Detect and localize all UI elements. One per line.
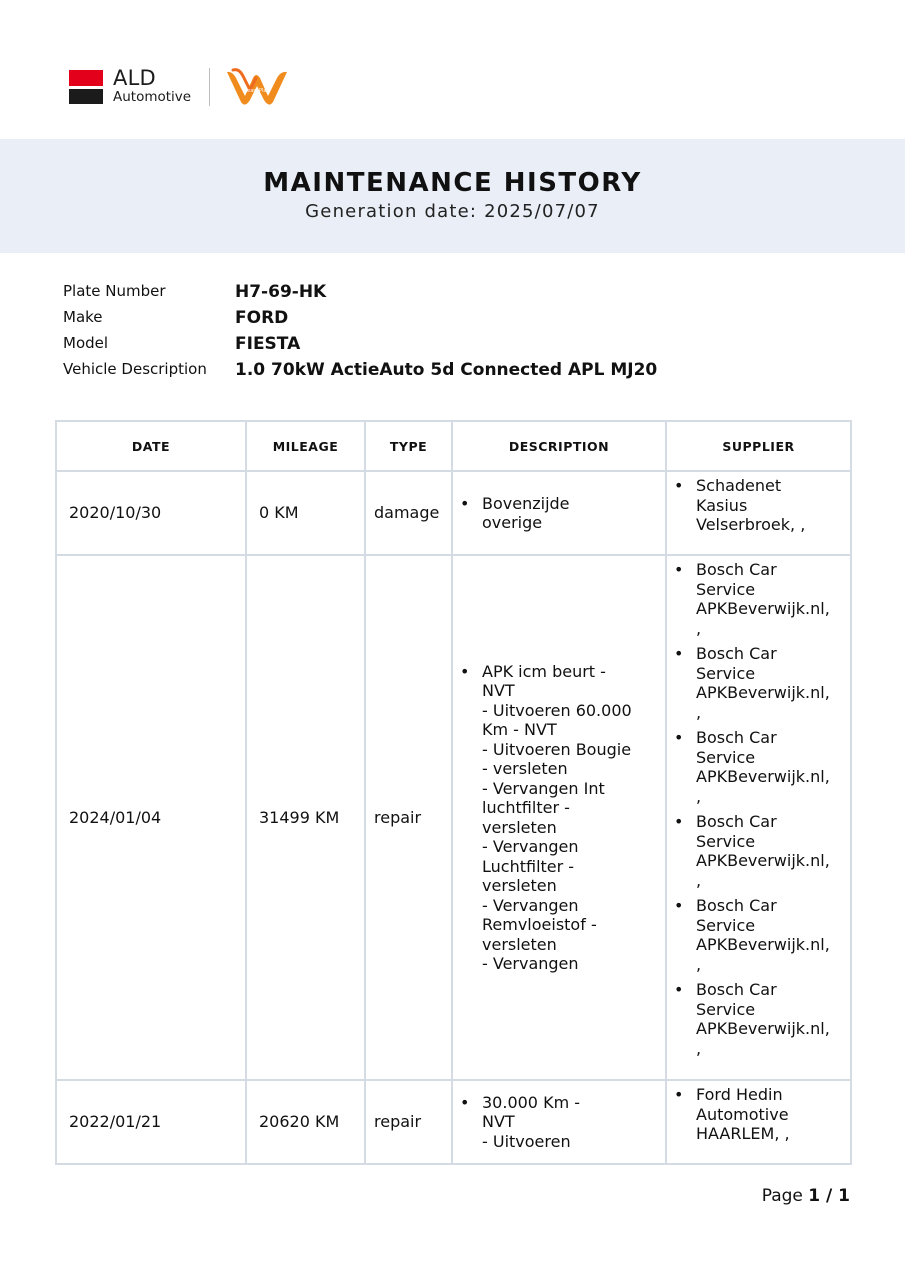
description-text: Bovenzijde overige [482,493,570,532]
vehicle-description-label: Vehicle Description [63,360,207,378]
table-row [56,1080,851,1164]
date-cell: 2020/10/30 [56,471,246,555]
page-title: MAINTENANCE HISTORY [263,168,642,198]
column-header-date: DATE [56,421,246,471]
ald-logo-mark [69,70,103,104]
supplier-cell: • Bosch Car Service APKBeverwijk.nl, , • Bosch Car Service APKBeverwijk.nl, , • Bosch Car Service APKBeverwijk.nl, , • Bosch Car Service APKBeverwijk.nl, , • Bosch Car Service APKBeverwijk.nl, , • Bosch Car Service APKBeverwijk.nl, , [666,555,851,1080]
leaseplan-logo [223,66,291,108]
leaseplan-logo-text: LeasePlan [244,88,270,94]
make-label: Make [63,308,103,326]
column-header-supplier: SUPPLIER [666,421,851,471]
supplier-text: Bosch Car Service APKBeverwijk.nl, , [696,560,830,638]
supplier-cell: • Schadenet Kasius Velserbroek, , [666,471,851,555]
plate-number-label: Plate Number [63,282,166,300]
logo-divider [209,68,210,106]
vehicle-description-value: 1.0 70kW ActieAuto 5d Connected APL MJ20 [235,360,658,380]
description-cell: • 30.000 Km - NVT - Uitvoeren [452,1080,666,1164]
description-cell: • APK icm beurt - NVT - Uitvoeren 60.000 Km - NVT - Uitvoeren Bougie - versleten - Vervangen Int luchtfilter - versleten - Vervangen Luchtfilter - versleten - Vervangen Remvloeistof - versleten - Vervangen [452,555,666,1080]
ald-logo-line1: ALD [113,66,156,90]
model-value: FIESTA [235,334,301,354]
date-cell: 2022/01/21 [56,1080,246,1164]
table-header-row [56,421,851,471]
supplier-text: Ford Hedin Automotive HAARLEM, , [696,1085,790,1143]
supplier-text: Bosch Car Service APKBeverwijk.nl, , [696,812,830,890]
supplier-text: Schadenet Kasius Velserbroek, , [696,476,806,534]
column-header-description: DESCRIPTION [452,421,666,471]
page-prefix: Page [761,1186,809,1206]
generation-date: Generation date: 2025/07/07 [305,201,600,222]
supplier-text: Bosch Car Service APKBeverwijk.nl, , [696,980,830,1058]
brand-logos [69,68,329,108]
description-text: 30.000 Km - NVT - Uitvoeren [482,1092,581,1151]
mileage-cell: 20620 KM [246,1080,365,1164]
page-separator: / [820,1186,839,1206]
total-pages: 1 [838,1186,850,1206]
date-cell: 2024/01/04 [56,555,246,1080]
mileage-cell: 0 KM [246,471,365,555]
supplier-text: Bosch Car Service APKBeverwijk.nl, , [696,896,830,974]
make-value: FORD [235,308,289,328]
ald-logo-line2: Automotive [113,89,192,105]
column-header-type: TYPE [365,421,452,471]
current-page: 1 [808,1186,821,1206]
plate-number-value: H7-69-HK [235,282,327,302]
maintenance-table [55,420,852,1165]
supplier-text: Bosch Car Service APKBeverwijk.nl, , [696,644,830,722]
table-row [56,555,851,1080]
page-indicator [762,1186,850,1206]
type-cell: repair [365,555,452,1080]
description-text: APK icm beurt - NVT - Uitvoeren 60.000 Km - NVT - Uitvoeren Bougie - versleten - Vervangen Int luchtfilter - versleten - Vervangen Luchtfilter - versleten - Vervangen Remvloeistof - versleten - Vervangen [482,661,632,973]
type-cell: repair [365,1080,452,1164]
supplier-text: Bosch Car Service APKBeverwijk.nl, , [696,728,830,806]
model-label: Model [63,334,109,352]
table-row [56,471,851,555]
supplier-cell: • Ford Hedin Automotive HAARLEM, , [666,1080,851,1164]
description-cell: • Bovenzijde overige [452,471,666,555]
ald-logo-text [113,68,191,105]
column-header-mileage: MILEAGE [246,421,365,471]
title-banner [0,139,905,253]
mileage-cell: 31499 KM [246,555,365,1080]
type-cell: damage [365,471,452,555]
